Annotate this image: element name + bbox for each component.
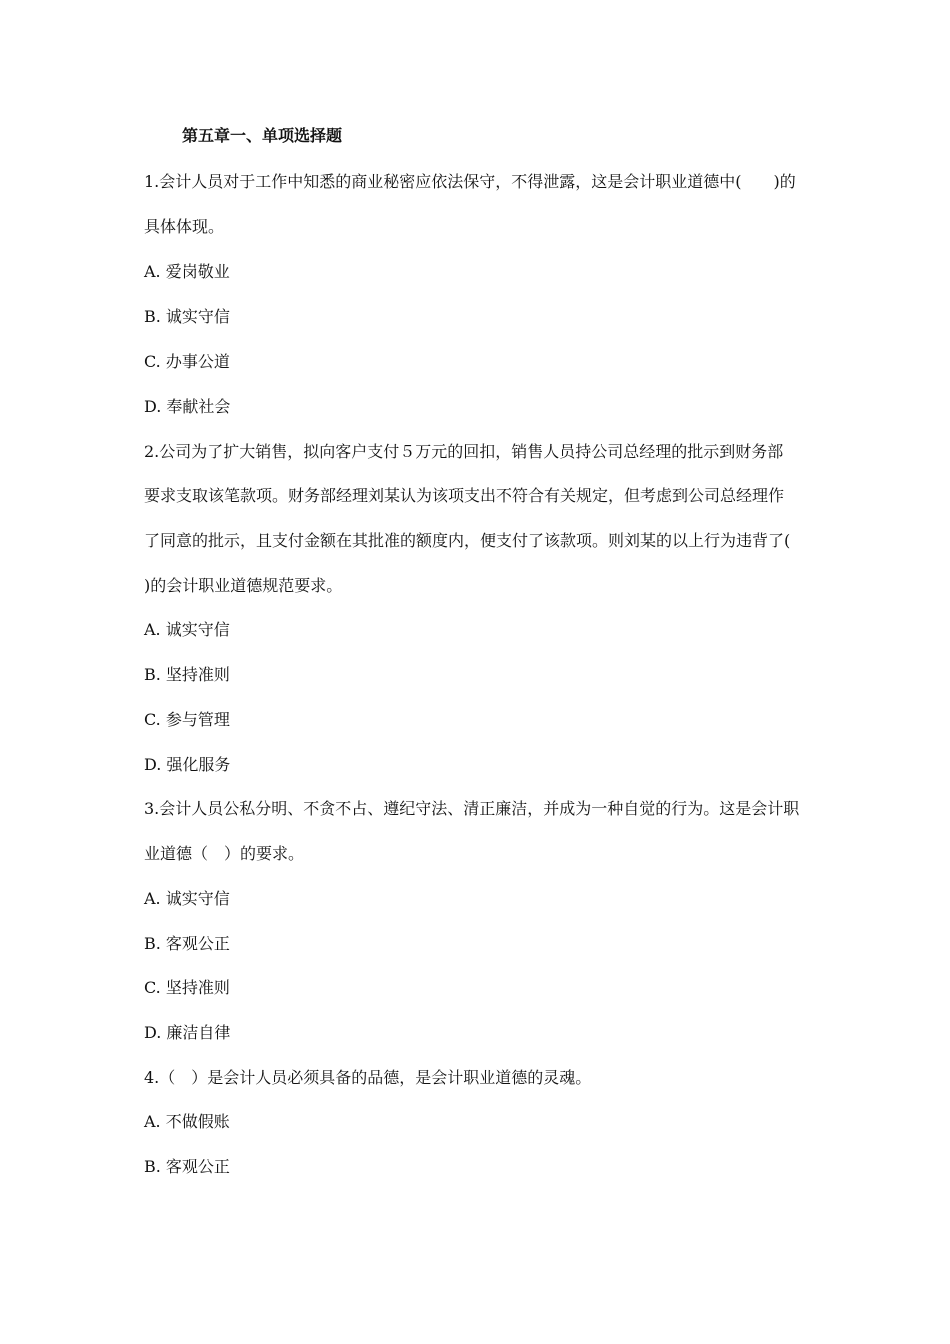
question-2-option-a: A. 诚实守信 bbox=[144, 620, 230, 639]
question-3-option-d: D. 廉洁自律 bbox=[144, 1023, 231, 1042]
question-3-line-1: 3.会计人员公私分明、不贪不占、遵纪守法、清正廉洁，并成为一种自觉的行为。这是会计职 bbox=[144, 799, 800, 818]
question-1-option-d: D. 奉献社会 bbox=[144, 397, 231, 416]
question-1-option-b: B. 诚实守信 bbox=[144, 307, 230, 326]
question-3-option-c: C. 坚持准则 bbox=[144, 978, 230, 997]
question-3-option-b: B. 客观公正 bbox=[144, 934, 230, 953]
question-3-line-2: 业道德（ ）的要求。 bbox=[144, 844, 305, 863]
question-1-line-1: 1.会计人员对于工作中知悉的商业秘密应依法保守，不得泄露，这是会计职业道德中( )的 bbox=[144, 172, 796, 191]
question-3-option-a: A. 诚实守信 bbox=[144, 889, 230, 908]
question-4-line-1: 4.（ ）是会计人员必须具备的品德，是会计职业道德的灵魂。 bbox=[144, 1068, 592, 1087]
question-1-option-c: C. 办事公道 bbox=[144, 352, 230, 371]
question-2-line-3: 了同意的批示，且支付金额在其批准的额度内，便支付了该款项。则刘某的以上行为违背了( bbox=[144, 531, 791, 550]
question-2-line-4: )的会计职业道德规范要求。 bbox=[144, 576, 343, 595]
question-1-line-2: 具体体现。 bbox=[144, 217, 225, 236]
question-4-option-a: A. 不做假账 bbox=[144, 1112, 230, 1131]
question-2-option-b: B. 坚持准则 bbox=[144, 665, 230, 684]
question-4-option-b: B. 客观公正 bbox=[144, 1157, 230, 1176]
question-2-line-1: 2.公司为了扩大销售，拟向客户支付５万元的回扣，销售人员持公司总经理的批示到财务部 bbox=[144, 442, 784, 461]
question-2-line-2: 要求支取该笔款项。财务部经理刘某认为该项支出不符合有关规定，但考虑到公司总经理作 bbox=[144, 486, 785, 505]
question-2-option-d: D. 强化服务 bbox=[144, 755, 231, 774]
question-1-option-a: A. 爱岗敬业 bbox=[144, 262, 230, 281]
question-2-option-c: C. 参与管理 bbox=[144, 710, 230, 729]
chapter-heading: 第五章一、单项选择题 bbox=[182, 126, 343, 145]
